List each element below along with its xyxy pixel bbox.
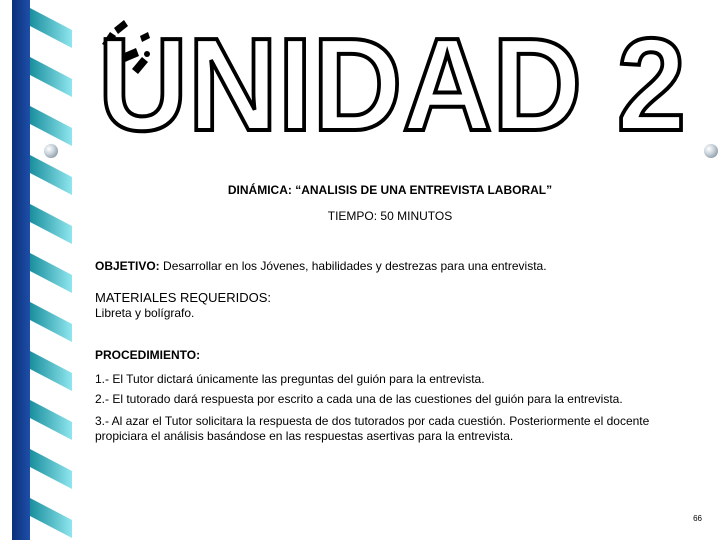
binder-tab [30,400,72,440]
title-text: UNIDAD 2 [98,18,686,138]
page-number: 66 [693,514,702,523]
objetivo-line [95,259,547,274]
binder-tab [30,106,72,146]
step-1: 1.- El Tutor dictará únicamente las preguntas del guión para la entrevista. [95,372,485,386]
step-3: 3.- Al azar el Tutor solicitara la respuesta de dos tutorados por cada cuestión. Posteriormente el docente propiciara el análisis basándose en las respuestas asertivas para la entrevista. [95,414,650,443]
binder-decoration [0,0,80,540]
binder-ring [44,144,58,158]
binder-tab [30,449,72,489]
binder-tab [30,351,72,391]
objetivo-label: OBJETIVO: [95,259,160,273]
tiempo-text: TIEMPO: 50 MINUTOS [327,209,453,223]
step-2: 2.- El tutorado dará respuesta por escrito a cada una de las cuestiones del guión para la entrevista. [95,392,623,406]
materiales-heading: MATERIALES REQUERIDOS: [95,290,272,305]
procedimiento-heading: PROCEDIMIENTO: [95,348,201,362]
binder-tab [30,253,72,293]
binder-tab [30,302,72,342]
binder-tab [30,155,72,195]
binder-tab [30,498,72,538]
binder-tab [30,204,72,244]
objetivo-text: Desarrollar en los Jóvenes, habilidades y destrezas para una entrevista. [159,259,547,273]
materiales-text: Libreta y bolígrafo. [95,306,195,320]
binder-ring [704,144,718,158]
dinamica-heading: DINÁMICA: “ANALISIS DE UNA ENTREVISTA LABORAL” [227,183,553,197]
binder-tab [30,8,72,48]
binder-tab [30,57,72,97]
page-title [92,18,692,138]
